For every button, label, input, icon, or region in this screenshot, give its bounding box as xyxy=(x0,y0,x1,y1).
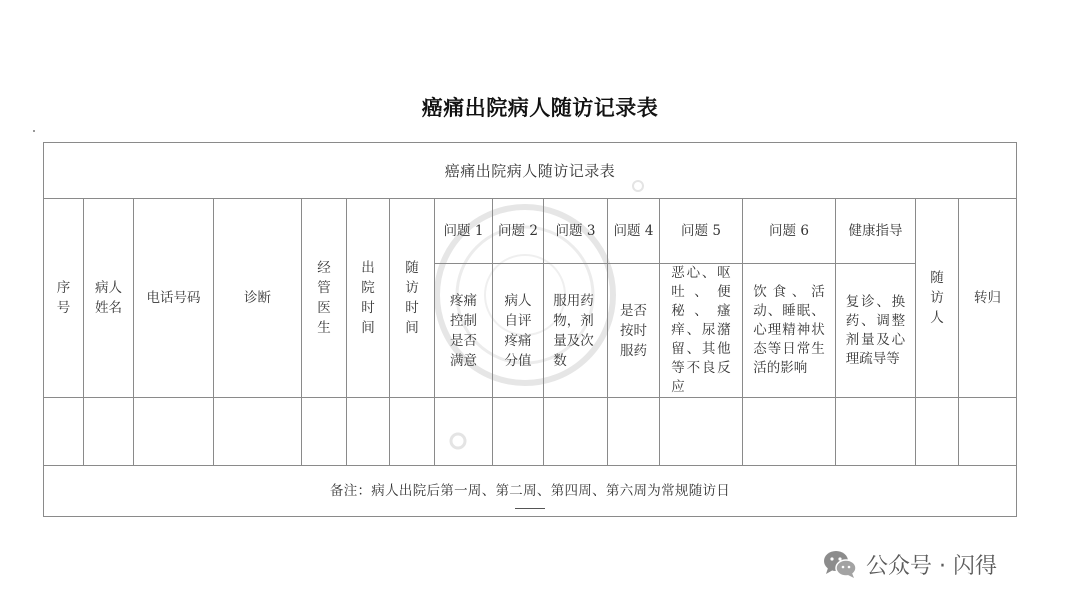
cell-question-1[interactable] xyxy=(435,398,493,466)
cell-index[interactable] xyxy=(44,398,84,466)
header-outcome: 转归 xyxy=(959,199,1017,398)
header-diagnosis: 诊断 xyxy=(214,199,302,398)
header-index: 序号 xyxy=(44,199,84,398)
header-health-guidance: 健康指导 xyxy=(836,199,916,264)
table-row xyxy=(44,398,1017,466)
page-mark xyxy=(33,130,35,132)
question-4-text: 是否按时服药 xyxy=(608,264,660,398)
header-followup-time: 随访时间 xyxy=(390,199,435,398)
header-question-6: 问题 6 xyxy=(743,199,836,264)
brand-label: 公众号 · 闪得 xyxy=(866,553,997,579)
header-visitor: 随访人 xyxy=(916,199,959,398)
header-doctor: 经管医生 xyxy=(302,199,347,398)
cell-phone[interactable] xyxy=(134,398,214,466)
question-6-text: 饮食、活动、睡眠、心理精神状态等日常生活的影响 xyxy=(743,264,836,398)
footer-divider xyxy=(515,508,545,509)
header-question-4: 问题 4 xyxy=(608,199,660,264)
wechat-icon xyxy=(822,549,858,579)
cell-patient-name[interactable] xyxy=(84,398,134,466)
cell-question-4[interactable] xyxy=(608,398,660,466)
header-question-1: 问题 1 xyxy=(435,199,493,264)
header-question-5: 问题 5 xyxy=(660,199,743,264)
page-title: 癌痛出院病人随访记录表 xyxy=(421,96,659,120)
table-note: 备注：病人出院后第一周、第二周、第四周、第六周为常规随访日 xyxy=(44,466,1017,517)
cell-visitor[interactable] xyxy=(916,398,959,466)
cell-question-3[interactable] xyxy=(544,398,608,466)
cell-doctor[interactable] xyxy=(302,398,347,466)
cell-health-guidance[interactable] xyxy=(836,398,916,466)
cell-discharge-time[interactable] xyxy=(347,398,390,466)
header-phone: 电话号码 xyxy=(134,199,214,398)
cell-followup-time[interactable] xyxy=(390,398,435,466)
header-patient-name: 病人姓名 xyxy=(84,199,134,398)
question-2-text: 病人自评疼痛分值 xyxy=(493,264,544,398)
header-discharge-time: 出院时间 xyxy=(347,199,390,398)
cell-diagnosis[interactable] xyxy=(214,398,302,466)
header-question-2: 问题 2 xyxy=(493,199,544,264)
brand-watermark xyxy=(822,547,997,581)
question-3-text: 服用药物，剂量及次数 xyxy=(544,264,608,398)
table-title: 癌痛出院病人随访记录表 xyxy=(44,143,1017,199)
header-question-3: 问题 3 xyxy=(544,199,608,264)
cell-question-2[interactable] xyxy=(493,398,544,466)
cell-question-5[interactable] xyxy=(660,398,743,466)
cell-outcome[interactable] xyxy=(959,398,1017,466)
cell-question-6[interactable] xyxy=(743,398,836,466)
followup-record-table xyxy=(43,142,1017,517)
health-guidance-text: 复诊、换药、调整剂量及心理疏导等 xyxy=(836,264,916,398)
question-5-text: 恶心、呕吐、便秘、瘙痒、尿潴留、其他等不良反应 xyxy=(660,264,743,398)
question-1-text: 疼痛控制是否满意 xyxy=(435,264,493,398)
